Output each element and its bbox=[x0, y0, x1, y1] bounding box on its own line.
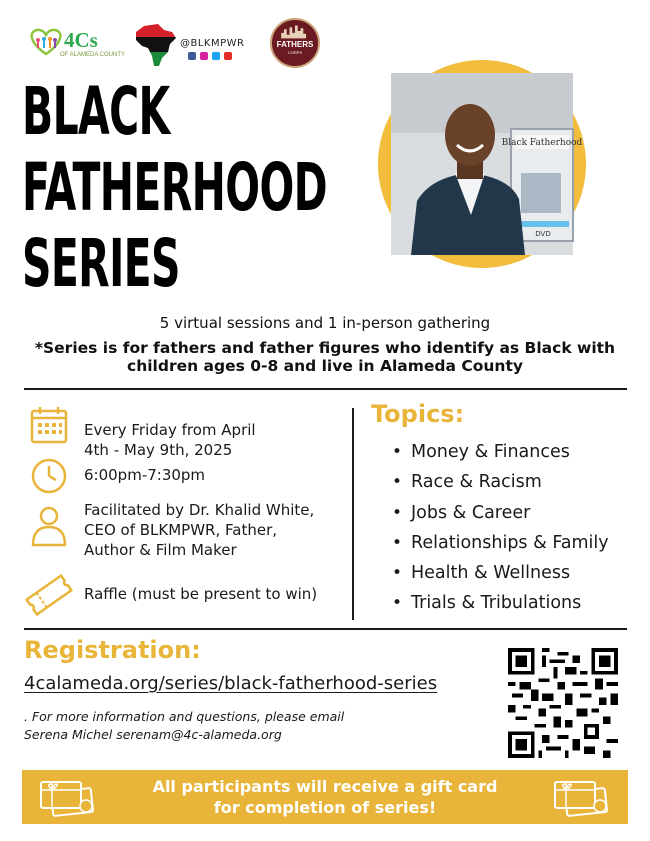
topic-item: • Money & Finances bbox=[392, 440, 609, 470]
contact-info bbox=[24, 708, 344, 744]
title-line-3: SERIES bbox=[22, 225, 180, 302]
date-text bbox=[84, 420, 256, 460]
contact-info-line-2: Serena Michel serenam@4c-alameda.org bbox=[24, 727, 282, 742]
youtube-icon bbox=[224, 52, 232, 60]
4cs-logo bbox=[26, 24, 126, 60]
title-line-2: FATHERHOOD bbox=[22, 149, 327, 226]
topics-heading: Topics: bbox=[371, 400, 465, 428]
gift-card-line-2: for completion of series! bbox=[213, 798, 437, 817]
facilitator-photo-illustration bbox=[391, 73, 583, 255]
eligibility-line-2: children ages 0-8 and live in Alameda County bbox=[127, 357, 523, 375]
facilitator-photo bbox=[391, 73, 583, 255]
gift-card-icon bbox=[552, 776, 610, 820]
topics-list bbox=[392, 440, 609, 622]
twitter-icon bbox=[212, 52, 220, 60]
4cs-logo-subtitle: OF ALAMEDA COUNTY bbox=[60, 52, 126, 58]
book-tag: DVD bbox=[535, 230, 551, 238]
eligibility-line-1: *Series is for fathers and father figures who identify as Black with bbox=[34, 339, 616, 357]
fathers-corps-sub: CORPS bbox=[287, 50, 303, 55]
topic-item: • Jobs & Career bbox=[392, 501, 609, 531]
date-line-1: Every Friday from April bbox=[84, 421, 256, 439]
facilitator-line-2: CEO of BLKMPWR, Father, bbox=[84, 521, 278, 539]
africa-map-icon bbox=[132, 22, 178, 68]
registration-heading: Registration: bbox=[24, 636, 201, 664]
calendar-icon bbox=[30, 406, 68, 444]
book-title: Black Fatherhood bbox=[501, 138, 583, 148]
time-text: 6:00pm-7:30pm bbox=[84, 466, 206, 484]
facilitator-line-1: Facilitated by Dr. Khalid White, bbox=[84, 501, 315, 519]
title-line-1: BLACK bbox=[22, 73, 170, 150]
blkmpwr-handle: @BLKMPWR bbox=[180, 38, 245, 49]
gift-card-icon bbox=[38, 776, 96, 820]
clock-icon bbox=[30, 457, 68, 495]
facebook-icon bbox=[188, 52, 196, 60]
eligibility-text bbox=[30, 339, 620, 375]
raffle-text: Raffle (must be present to win) bbox=[84, 585, 318, 603]
4cs-logo-name: 4Cs bbox=[64, 28, 98, 52]
gift-card-text bbox=[130, 776, 520, 818]
fathers-corps-logo bbox=[270, 18, 320, 68]
qr-code[interactable] bbox=[508, 648, 618, 758]
social-icons bbox=[188, 52, 232, 60]
fathers-corps-name: FATHERS bbox=[276, 40, 314, 49]
facilitator-line-3: Author & Film Maker bbox=[84, 541, 237, 559]
contact-info-line-1: . For more information and questions, please email bbox=[24, 709, 345, 724]
date-line-2: 4th - May 9th, 2025 bbox=[84, 441, 233, 459]
topic-item: • Health & Wellness bbox=[392, 561, 609, 591]
topic-item: • Relationships & Family bbox=[392, 531, 609, 561]
divider-vertical bbox=[352, 408, 354, 620]
registration-link[interactable]: 4calameda.org/series/black-fatherhood-series bbox=[24, 673, 438, 694]
facilitator-text bbox=[84, 500, 314, 560]
sessions-text: 5 virtual sessions and 1 in-person gathering bbox=[159, 314, 491, 332]
person-icon bbox=[30, 505, 68, 547]
gift-card-line-1: All participants will receive a gift card bbox=[152, 777, 498, 796]
divider-top bbox=[24, 388, 627, 390]
ticket-icon bbox=[24, 572, 74, 618]
topic-item: • Trials & Tribulations bbox=[392, 591, 609, 621]
instagram-icon bbox=[200, 52, 208, 60]
divider-bottom bbox=[24, 628, 627, 630]
topic-item: • Race & Racism bbox=[392, 470, 609, 500]
page-title bbox=[22, 74, 327, 302]
